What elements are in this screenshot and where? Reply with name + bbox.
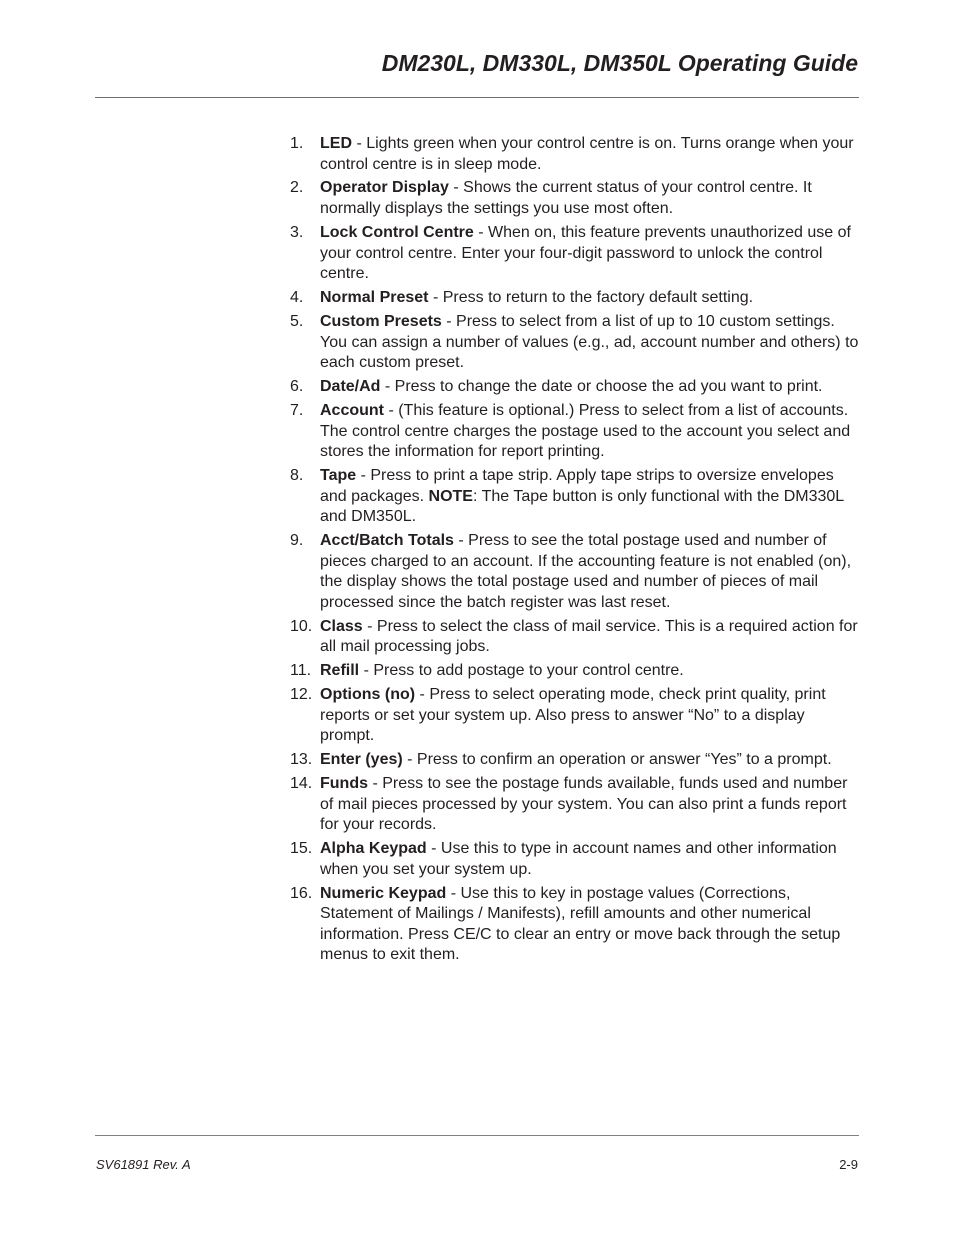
item-description: - Use this to key in postage values (Corrections, Statement of Mailings / Manifests), refill amounts and other numerical information. Press CE/C to clear an entry or move back through the setup menus to exit them. (320, 884, 841, 964)
item-description: - Press to select from a list of up to 10 custom settings. You can assign a number of values (e.g., ad, account number and others) to each custom preset. (320, 312, 859, 372)
list-item (290, 466, 862, 528)
footer-divider (95, 1135, 859, 1136)
item-number: 2. (290, 179, 304, 197)
list-item (290, 377, 862, 398)
item-term: Account (320, 401, 384, 419)
item-number: 8. (290, 466, 304, 484)
item-term: Class (320, 617, 363, 635)
item-term: Acct/Batch Totals (320, 532, 454, 550)
item-number: 9. (290, 532, 304, 550)
header-divider (95, 97, 859, 98)
list-item (290, 531, 862, 613)
item-term: Custom Presets (320, 312, 442, 330)
list-item (290, 288, 862, 309)
list-item (290, 774, 862, 836)
control-centre-features-list (290, 134, 862, 969)
list-item (290, 685, 862, 747)
item-term: Alpha Keypad (320, 840, 427, 858)
list-item (290, 134, 862, 175)
item-number: 6. (290, 378, 304, 396)
list-item (290, 312, 862, 374)
item-term: Date/Ad (320, 378, 381, 396)
item-number: 4. (290, 289, 304, 307)
item-number: 11. (290, 662, 312, 680)
item-term: Operator Display (320, 179, 449, 197)
list-item (290, 401, 862, 463)
item-description: - Shows the current status of your control centre. It normally displays the settings you use most often. (320, 179, 812, 218)
item-description: - (This feature is optional.) Press to select from a list of accounts. The control centre charges the postage used to the account you select and stores the information for report printing. (320, 401, 851, 461)
item-term: Funds (320, 775, 368, 793)
item-description: - Press to see the total postage used and number of pieces charged to an account. If the accounting feature is not enabled (on), the display shows the total postage used and number of pieces of mail processed since the batch register was last reset. (320, 532, 852, 611)
item-description: - When on, this feature prevents unauthorized use of your control centre. Enter your four-digit password to unlock the control centre. (320, 223, 851, 283)
list-item (290, 750, 862, 771)
list-item (290, 178, 862, 219)
note-text: : The Tape button is only functional with the DM330L and DM350L. (320, 487, 844, 526)
item-number: 16. (290, 884, 313, 902)
item-description: - Press to see the postage funds available, funds used and number of mail pieces processed by your system. You can also print a funds report for your records. (320, 775, 848, 834)
list-item (290, 839, 862, 880)
item-description: - Lights green when your control centre is on. Turns orange when your control centre is in sleep mode. (320, 135, 854, 173)
list-item (290, 617, 862, 658)
item-number: 5. (290, 312, 304, 330)
item-term: Lock Control Centre (320, 223, 474, 241)
item-term: Tape (320, 466, 357, 484)
item-term: LED (320, 135, 352, 152)
item-number: 13. (290, 751, 313, 769)
item-description: - Press to select the class of mail service. This is a required action for all mail processing jobs. (320, 617, 858, 656)
item-description: - Use this to type in account names and other information when you set your system up. (320, 840, 837, 878)
item-description: - Press to select operating mode, check print quality, print reports or set your system up. Also press to answer “No” to a display prompt. (320, 686, 826, 745)
item-number: 1. (290, 135, 304, 152)
item-number: 3. (290, 223, 304, 241)
item-description: - Press to change the date or choose the ad you want to print. (380, 378, 823, 396)
page-number: 2-9 (839, 1157, 858, 1172)
item-term: Enter (yes) (320, 751, 403, 769)
item-number: 14. (290, 775, 313, 793)
list-item (290, 661, 862, 682)
list-item (290, 223, 862, 285)
item-description: - Press to confirm an operation or answer “Yes” to a prompt. (402, 751, 832, 769)
item-description: - Press to return to the factory default setting. (428, 289, 754, 307)
item-term: Options (no) (320, 686, 416, 704)
item-number: 15. (290, 840, 313, 858)
item-number: 12. (290, 686, 313, 704)
item-description: - Press to add postage to your control centre. (359, 662, 684, 680)
note-label: NOTE (428, 487, 473, 505)
item-description: - Press to print a tape strip. Apply tape strips to oversize envelopes and packages. (320, 466, 834, 505)
document-id: SV61891 Rev. A (96, 1157, 191, 1172)
item-term: Normal Preset (320, 289, 429, 307)
item-term: Numeric Keypad (320, 884, 447, 902)
page-title: DM230L, DM330L, DM350L Operating Guide (381, 50, 858, 76)
item-number: 10. (290, 617, 313, 635)
list-item (290, 884, 862, 966)
item-number: 7. (290, 401, 304, 419)
item-term: Refill (320, 662, 360, 680)
